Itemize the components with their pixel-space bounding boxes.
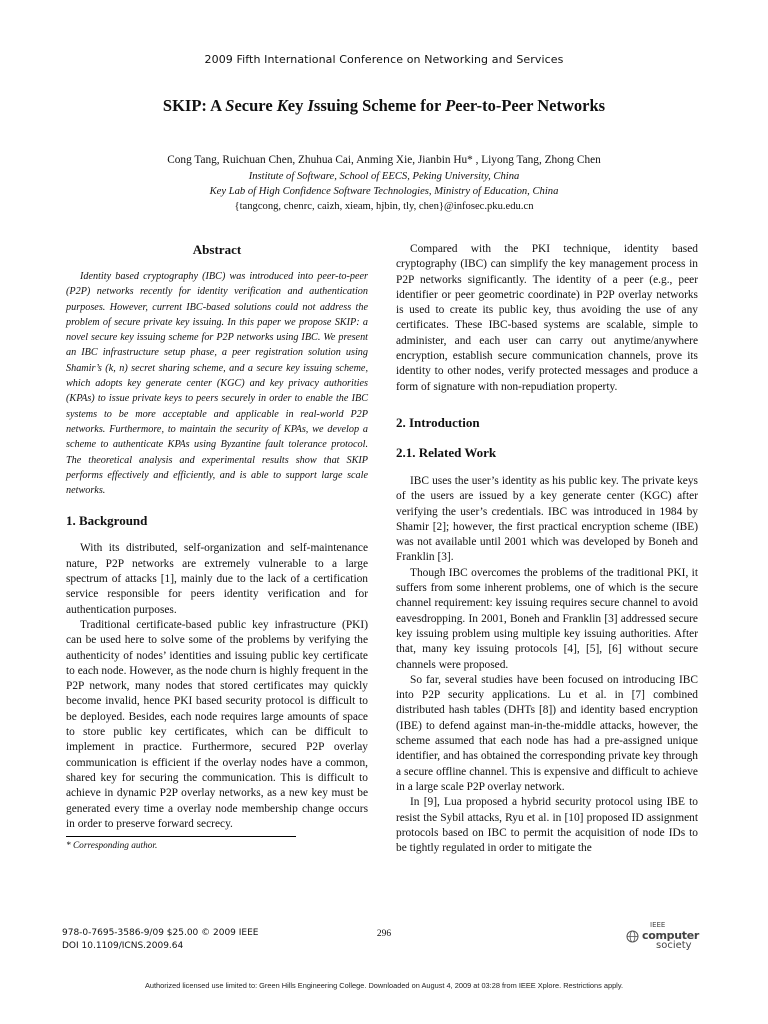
authorization-notice: Authorized licensed use limited to: Green Hills Engineering College. Downloaded on August 4, 2009 at 03:28 from IEEE Xplore. Restrictions apply.: [144, 981, 624, 990]
page-number: 296: [376, 929, 392, 939]
isbn-line: 978-0-7695-3586-9/09 $25.00 © 2009 IEEE: [62, 928, 259, 938]
title-part: K: [276, 96, 288, 115]
logo-ieee-text: IEEE: [650, 921, 666, 929]
title-part: ecure: [234, 96, 277, 115]
paper-title: [0, 96, 768, 116]
related-work-paragraph: Though IBC overcomes the problems of the traditional PKI, it suffers from some inherent problems, one of which is the secure channel requirement: key issuing requires secure channel to avoid eavesdropping. In 2001, Boneh and Franklin [3] addressed secure key issuing problem using multiple key issuing authorities. After that, many key issuing protocols [4], [5], [6] without secure channels were proposed.: [396, 566, 698, 671]
right-column: [396, 242, 698, 856]
footnote-rule: [66, 836, 296, 837]
abstract-heading: Abstract: [192, 242, 242, 257]
computer-society-logo: [622, 921, 712, 953]
title-part: ey: [287, 96, 308, 115]
abstract: [66, 269, 368, 498]
title-part: P: [445, 96, 456, 115]
abstract-text: Identity based cryptography (IBC) was introduced into peer-to-peer (P2P) networks recently for identity verification and authentication purposes. However, current IBC-based solutions could not address the problem of secure private key issuing. In this paper we propose SKIP: a novel secure key issuing scheme for P2P networks using IBC. We present an IBC infrastructure setup phase, a peer registration solution using Shamir’s (k, n) secret sharing scheme, and a secure key issuing scheme, which adopts key generate center (KGC) and key privacy authorities (KPAs) to issue private keys to peers securely in order to enable the IBC systems to be more acceptable and applicable in real-world P2P networks. Furthermore, to maintain the security of KPAs, we develop a scheme to authenticate KPAs using Byzantine fault tolerance protocol. The theoretical analysis and experimental results show that SKIP performs effectively and efficiently, and is able to support large scale networks.: [66, 271, 368, 497]
background-paragraph: Traditional certificate-based public key infrastructure (PKI) can be used here to solve some of the problems by verifying the authenticity of nodes’ identities and issuing public key certificate to each node. However, as the node churn is highly frequent in the P2P network, many nodes that stored certificates may quickly become invalid, hence PKI based security protocol is difficult to be deployed. Besides, each node requires large amounts of space to store public key certificates, which can be difficult to implement in practice. Furthermore, secured P2P overlay communication is efficient if the overlay nodes have a common, shared key for securing the communication. This is difficult to achieve in dynamic P2P overlay networks, as a new key must be generated every time a overlay node membership change occurs in order to preserve forward secrecy.: [66, 618, 368, 830]
author-emails: {tangcong, chenrc, caizh, xieam, hjbin, tly, chen}@infosec.pku.edu.cn: [234, 201, 534, 212]
affiliation-1: Institute of Software, School of EECS, Peking University, China: [248, 171, 520, 182]
affiliation-2: Key Lab of High Confidence Software Technologies, Ministry of Education, China: [209, 186, 559, 197]
related-work-paragraph: In [9], Lua proposed a hybrid security protocol using IBE to resist the Sybil attacks, Ryu et al. in [10] proposed ID assignment protocols based on IBC to permit the acquisition of node IDs to be tightly regulated in order to mitigate the: [396, 796, 698, 855]
title-part: SKIP: A: [162, 96, 226, 115]
logo-society-text: society: [656, 940, 692, 951]
title-part: ssuing Scheme for: [313, 96, 446, 115]
title-part: S: [225, 96, 235, 115]
introduction-heading: 2. Introduction: [396, 414, 480, 430]
title-part: eer-to-Peer Networks: [455, 96, 606, 115]
corresponding-author-footnote: * Corresponding author.: [66, 841, 158, 852]
left-column: [66, 242, 368, 851]
intro-paragraph: Compared with the PKI technique, identity based cryptography (IBC) can simplify the key management process in P2P networks significantly. The identity of a peer (e.g., peer identifier or peer geometric coordinate) in P2P overlay networks is used to create its public key, thus avoiding the use of any certificates. These IBC-based systems are scalable, simple to administer, and each user can carry out anytime/anywhere encryption, establish secure communication channels, prove its identity to other nodes, verify protected messages and produce a form of signature with non-repudiation property.: [396, 243, 698, 393]
globe-icon: [626, 930, 639, 943]
background-paragraph: With its distributed, self-organization and self-maintenance nature, P2P networks are extremely vulnerable to a large spectrum of attacks [1], mainly due to the lack of a certification service responsible for peers identity verification and for authentication purposes.: [66, 542, 368, 616]
related-work-heading: 2.1. Related Work: [396, 444, 497, 460]
background-heading: 1. Background: [66, 513, 148, 529]
doi-line: DOI 10.1109/ICNS.2009.64: [62, 941, 184, 951]
related-work-paragraph: So far, several studies have been focused on introducing IBC into P2P security applications. Lu et al. in [7] combined distributed hash tables (DHTs [8]) and identity based encryption (IBE) to defend against man-in-the-middle attacks, however, the scheme assumed that each node has had a pre-assigned unique identifier, and has obtained the corresponding private key through a secure offline channel. This is expensive and difficult to achieve in a large scale P2P overlay network.: [396, 673, 698, 793]
logo-computer-text: computer: [642, 929, 699, 942]
related-work-paragraph: IBC uses the user’s identity as his public key. The private keys of the users are issued by a key generate center (KGC) after verifying the user’s credentials. IBC was introduced in 1984 by Shamir [2]; however, the first practical encryption scheme (IBE) was not available until 2001 which was developed by Boneh and Franklin [3].: [396, 474, 698, 564]
title-part: I: [307, 96, 314, 115]
conference-header: 2009 Fifth International Conference on Networking and Services: [204, 53, 564, 66]
author-list: Cong Tang, Ruichuan Chen, Zhuhua Cai, Anming Xie, Jianbin Hu* , Liyong Tang, Zhong Chen: [167, 154, 601, 166]
